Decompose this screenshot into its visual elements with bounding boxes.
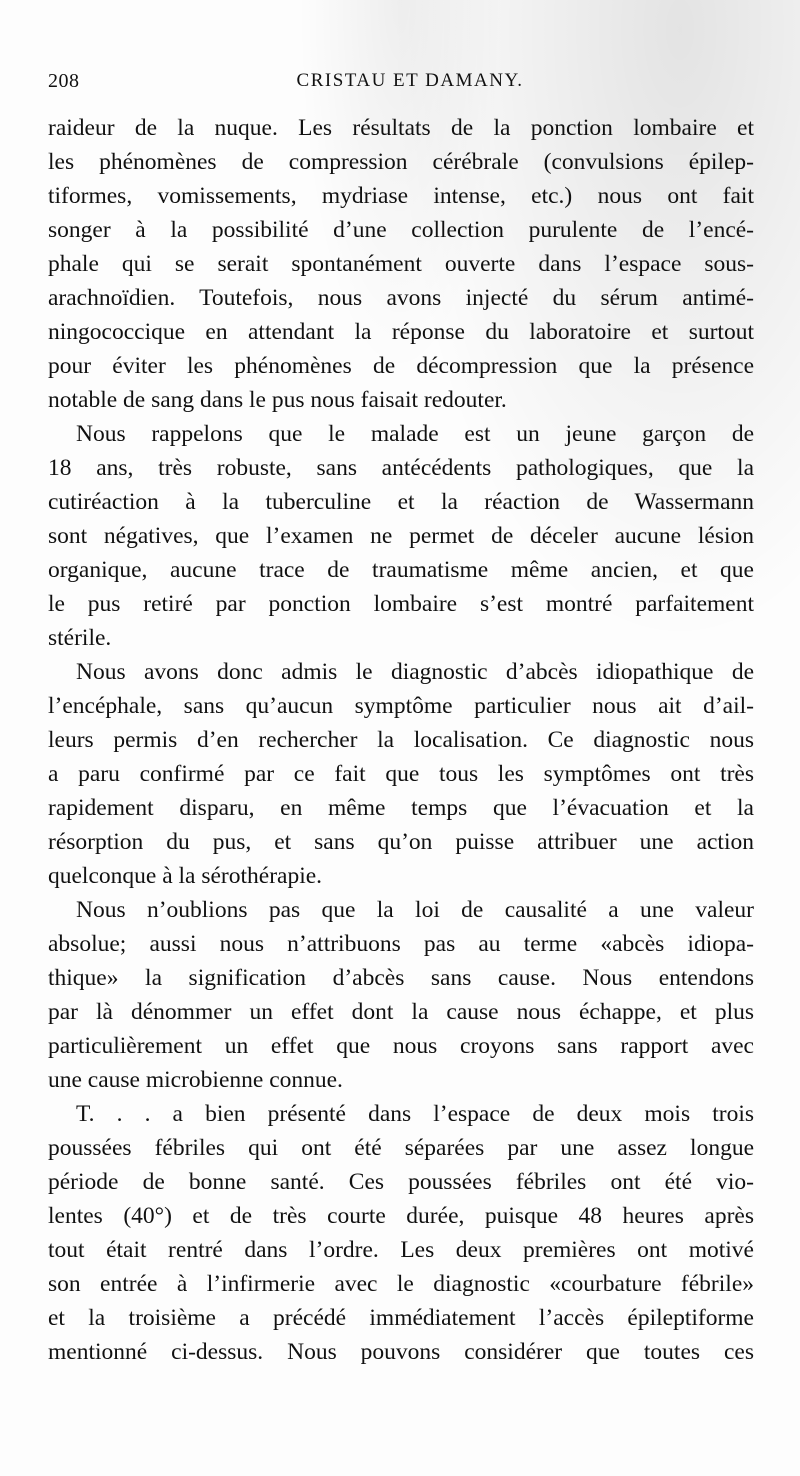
text-line: songer à la possibilité d’une collection purulente de l’encé-: [48, 217, 754, 243]
text-line: ningococcique en attendant la réponse du laboratoire et surtout: [48, 319, 754, 345]
text-line: résorption du pus, et sans qu’on puisse attribuer une action: [48, 829, 754, 855]
text-line: le pus retiré par ponction lombaire s’est montré parfaitement: [48, 591, 754, 617]
text-line: période de bonne santé. Ces poussées fébriles ont été vio-: [48, 1169, 754, 1195]
body-text: [48, 111, 754, 1369]
text-line: l’encéphale, sans qu’aucun symptôme particulier nous ait d’ail-: [48, 693, 754, 719]
text-line: particulièrement un effet que nous croyons sans rapport avec: [48, 1033, 754, 1059]
text-line: pour éviter les phénomènes de décompression que la présence: [48, 353, 754, 379]
text-line: son entrée à l’infirmerie avec le diagnostic «courbature fébrile»: [48, 1271, 754, 1297]
text-line: a paru confirmé par ce fait que tous les symptômes ont très: [48, 761, 754, 787]
text-line: Nous n’oublions pas que la loi de causalité a une valeur: [76, 897, 754, 923]
text-line: organique, aucune trace de traumatisme même ancien, et que: [48, 557, 754, 583]
text-line: arachnoïdien. Toutefois, nous avons injecté du sérum antimé-: [48, 285, 754, 311]
text-line: mentionné ci-dessus. Nous pouvons considérer que toutes ces: [48, 1339, 754, 1365]
text-line: notable de sang dans le pus nous faisait redouter.: [48, 387, 507, 413]
text-line: cutiréaction à la tuberculine et la réaction de Wassermann: [48, 489, 754, 515]
text-line: sont négatives, que l’examen ne permet de déceler aucune lésion: [48, 523, 754, 549]
text-line: les phénomènes de compression cérébrale (convulsions épilep-: [48, 149, 754, 175]
text-line: par là dénommer un effet dont la cause nous échappe, et plus: [48, 999, 754, 1025]
text-line: phale qui se serait spontanément ouverte dans l’espace sous-: [48, 251, 754, 277]
text-line: tiformes, vomissements, mydriase intense, etc.) nous ont fait: [48, 183, 754, 209]
text-line: T. . . a bien présenté dans l’espace de deux mois trois: [76, 1101, 754, 1127]
text-line: 18 ans, très robuste, sans antécédents pathologiques, que la: [48, 455, 754, 481]
text-line: lentes (40°) et de très courte durée, puisque 48 heures après: [48, 1203, 754, 1229]
text-line: stérile.: [48, 625, 112, 651]
text-line: quelconque à la sérothérapie.: [48, 863, 323, 889]
running-title: CRISTAU ET DAMANY.: [296, 70, 524, 91]
text-line: absolue; aussi nous n’attribuons pas au terme «abcès idiopa-: [48, 931, 754, 957]
running-head: [48, 70, 752, 100]
text-line: rapidement disparu, en même temps que l’évacuation et la: [48, 795, 754, 821]
text-line: poussées fébriles qui ont été séparées par une assez longue: [48, 1135, 754, 1161]
text-line: thique» la signification d’abcès sans cause. Nous entendons: [48, 965, 754, 991]
page-number: 208: [48, 70, 80, 92]
text-line: tout était rentré dans l’ordre. Les deux premières ont motivé: [48, 1237, 754, 1263]
text-line: leurs permis d’en rechercher la localisation. Ce diagnostic nous: [48, 727, 754, 753]
text-line: une cause microbienne connue.: [48, 1067, 343, 1093]
text-line: et la troisième a précédé immédiatement l’accès épileptiforme: [48, 1305, 754, 1331]
text-line: Nous rappelons que le malade est un jeune garçon de: [76, 421, 754, 447]
text-line: Nous avons donc admis le diagnostic d’abcès idiopathique de: [76, 659, 754, 685]
text-line: raideur de la nuque. Les résultats de la ponction lombaire et: [48, 115, 754, 141]
